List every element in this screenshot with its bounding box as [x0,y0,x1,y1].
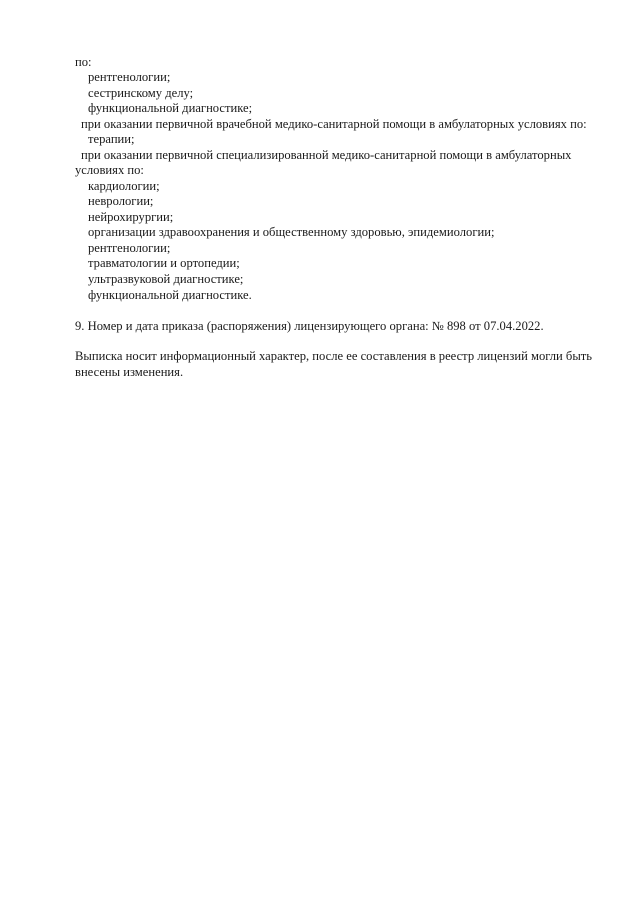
list-item: терапии; [88,132,135,146]
list-item: рентгенологии; [88,70,171,84]
intro-text: по: [75,55,92,69]
list-item: неврологии; [88,194,154,208]
section-heading-continuation: условиях по: [75,163,144,177]
disclaimer-line-2: внесены изменения. [75,365,184,379]
list-item: функциональной диагностике. [88,288,252,302]
list-item: сестринскому делу; [88,86,194,100]
list-item: функциональной диагностике; [88,101,253,115]
disclaimer-line-1: Выписка носит информационный характер, после ее составления в реестр лицензий могли быть [75,349,593,363]
order-number-paragraph: 9. Номер и дата приказа (распоряжения) лицензирующего органа: № 898 от 07.04.2022. [75,319,544,333]
list-item: организации здравоохранения и общественному здоровью, эпидемиологии; [88,225,495,239]
list-item: рентгенологии; [88,241,171,255]
section-heading: при оказании первичной врачебной медико-санитарной помощи в амбулаторных условиях по: [81,117,587,131]
section-heading: при оказании первичной специализированной медико-санитарной помощи в амбулаторных [81,148,572,162]
list-item: кардиологии; [88,179,160,193]
list-item: ультразвуковой диагностике; [88,272,244,286]
list-item: травматологии и ортопедии; [88,256,240,270]
list-item: нейрохирургии; [88,210,174,224]
